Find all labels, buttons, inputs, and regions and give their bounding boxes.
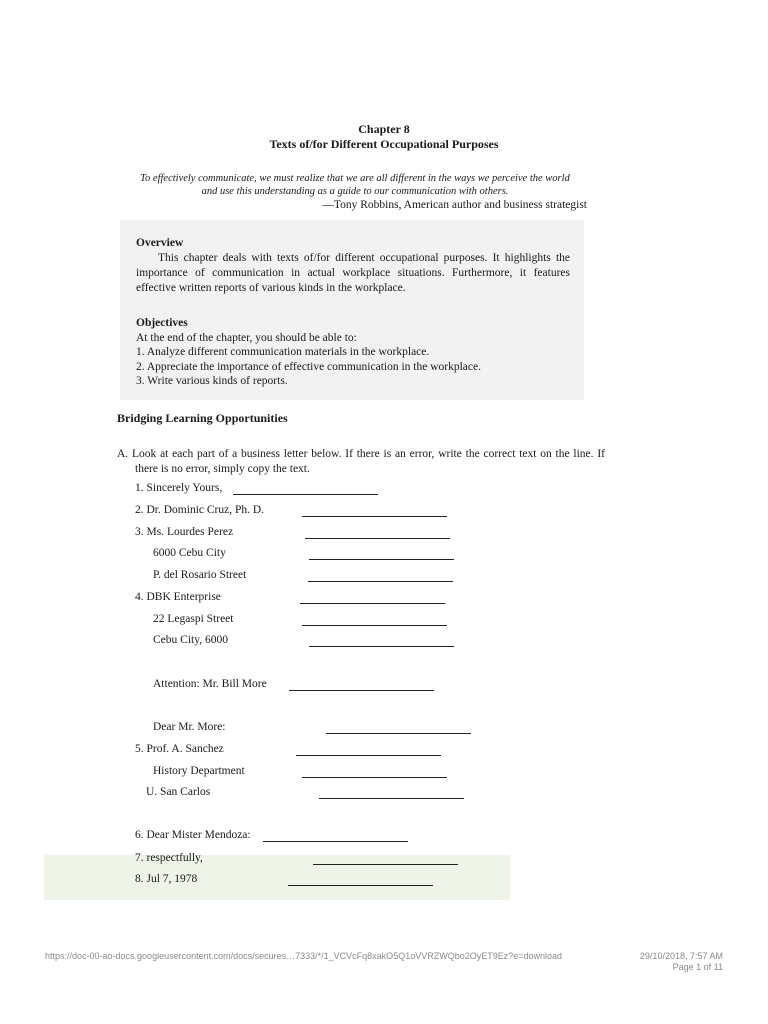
answer-line[interactable] <box>309 646 454 647</box>
objective-item: 3. Write various kinds of reports. <box>136 375 288 387</box>
exercise-item: P. del Rosario Street <box>153 569 247 581</box>
footer-url[interactable]: https://doc-00-ao-docs.googleusercontent.com/docs/secures…7333/*/1_VCVcFq8xakO5Q1oVVRZWQbo2OyET9Ez?e=download <box>45 951 563 961</box>
overview-heading: Overview <box>136 237 184 249</box>
objectives-heading: Objectives <box>136 317 188 329</box>
exercise-item: 6000 Cebu City <box>153 547 226 559</box>
answer-line[interactable] <box>302 516 447 517</box>
epigraph-attribution: —Tony Robbins, American author and business strategist <box>322 199 587 211</box>
exercise-item: 2. Dr. Dominic Cruz, Ph. D. <box>135 504 265 516</box>
exercise-item: History Department <box>153 765 245 777</box>
answer-line[interactable] <box>296 755 441 756</box>
overview-objectives-box <box>120 220 584 400</box>
exercise-instruction: A. Look at each part of a business letter below. If there is an error, write the correct text on the line. If there is no error, simply copy the text. <box>117 448 605 475</box>
answer-line[interactable] <box>305 538 450 539</box>
exercise-item: 5. Prof. A. Sanchez <box>135 743 224 755</box>
exercise-item: 22 Legaspi Street <box>153 613 234 625</box>
answer-line[interactable] <box>289 690 434 691</box>
objectives-intro: At the end of the chapter, you should be able to: <box>136 332 357 344</box>
exercise-item: 4. DBK Enterprise <box>135 591 221 603</box>
answer-line[interactable] <box>308 581 453 582</box>
answer-line[interactable] <box>319 798 464 799</box>
footer-timestamp: 29/10/2018, 7:57 AM <box>639 951 723 961</box>
answer-line[interactable] <box>233 494 378 495</box>
overview-text: This chapter deals with texts of/for different occupational purposes. It highlights the importance of communication in actual workplace situations. Furthermore, it features effective written reports of various kinds in the workplace. <box>136 252 570 294</box>
exercise-item: Dear Mr. More: <box>153 721 226 733</box>
objective-item: 2. Appreciate the importance of effective communication in the workplace. <box>136 361 481 373</box>
section-title: Bridging Learning Opportunities <box>117 411 288 425</box>
exercise-item: 3. Ms. Lourdes Perez <box>135 526 234 538</box>
chapter-label: Chapter 8 <box>358 122 410 136</box>
answer-line[interactable] <box>302 625 447 626</box>
highlight-band <box>44 855 510 900</box>
exercise-item: 7. respectfully, <box>135 852 203 864</box>
answer-line[interactable] <box>326 733 471 734</box>
answer-line[interactable] <box>300 603 445 604</box>
epigraph-line-1: To effectively communicate, we must realize that we are all different in the ways we perceive the world <box>140 173 570 184</box>
exercise-item: U. San Carlos <box>146 786 211 798</box>
exercise-item: 1. Sincerely Yours, <box>135 482 223 494</box>
footer-page-number: Page 1 of 11 <box>672 962 723 972</box>
answer-line[interactable] <box>302 777 447 778</box>
answer-line[interactable] <box>288 885 433 886</box>
exercise-item: 6. Dear Mister Mendoza: <box>135 829 251 841</box>
epigraph-line-2: and use this understanding as a guide to our communication with others. <box>201 186 509 197</box>
exercise-item: 8. Jul 7, 1978 <box>135 873 198 885</box>
objective-item: 1. Analyze different communication materials in the workplace. <box>136 346 430 358</box>
answer-line[interactable] <box>263 841 408 842</box>
exercise-item: Attention: Mr. Bill More <box>153 678 267 690</box>
chapter-title: Texts of/for Different Occupational Purposes <box>269 137 499 151</box>
answer-line[interactable] <box>313 864 458 865</box>
exercise-item: Cebu City, 6000 <box>153 634 228 646</box>
answer-line[interactable] <box>309 559 454 560</box>
